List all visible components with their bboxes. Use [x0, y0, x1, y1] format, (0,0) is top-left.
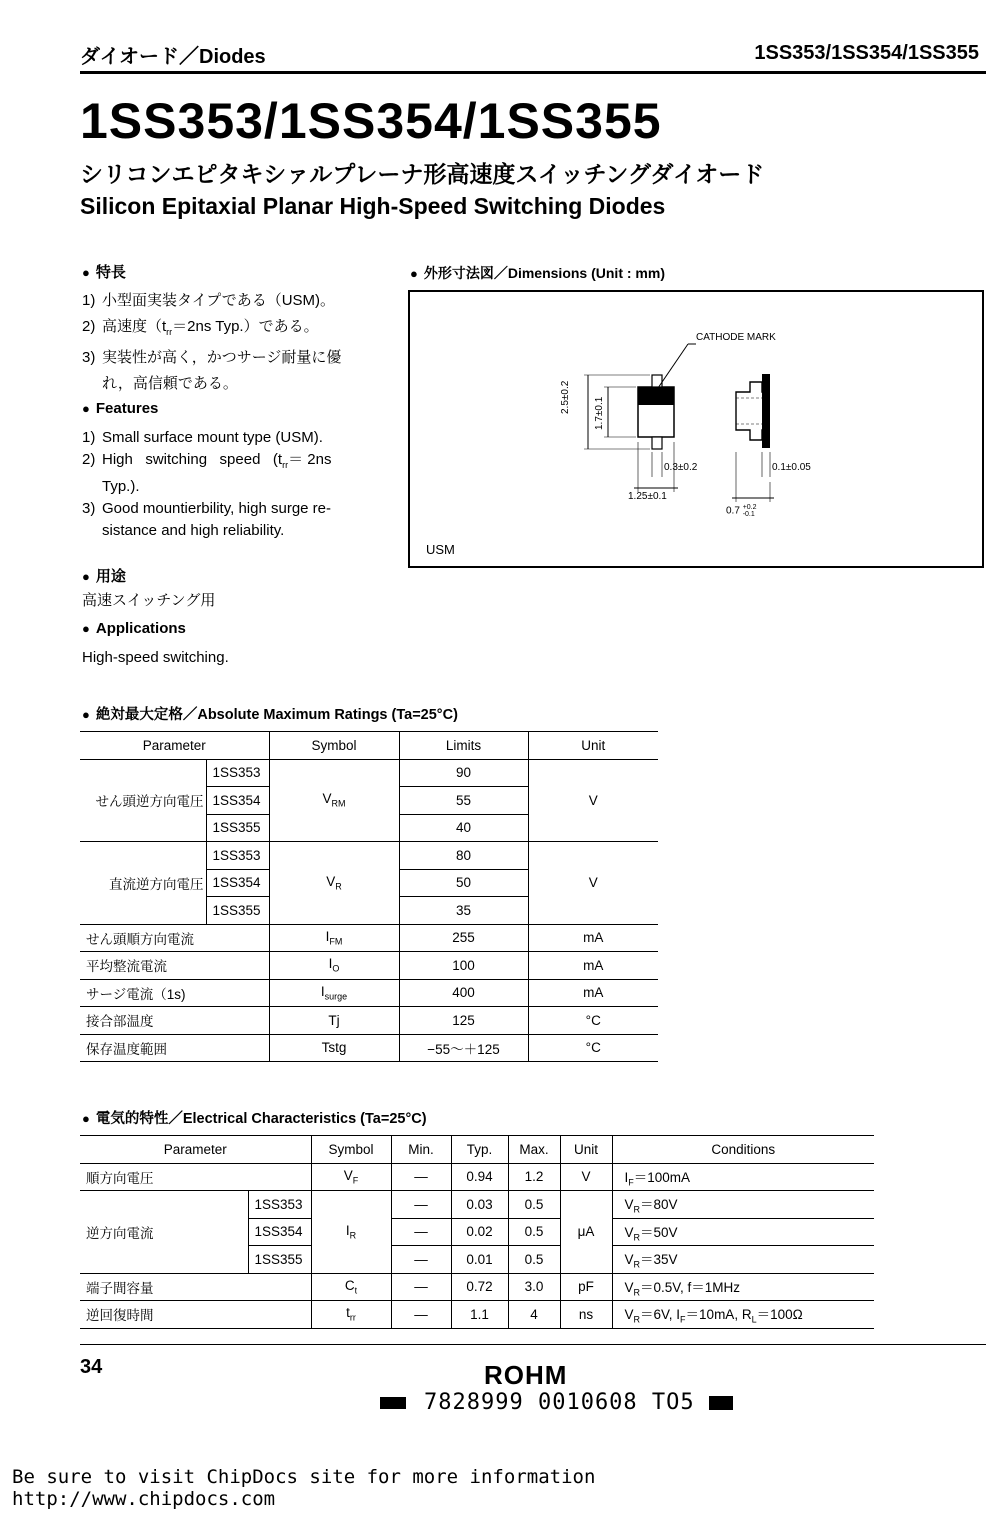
dim-label-1-25: 1.25±0.1 — [628, 491, 667, 502]
dim-label-0-7: 0.7 +0.2 -0.1 — [726, 504, 757, 518]
list-item: 3) Good mountierbility, high surge re- — [82, 500, 331, 517]
features-en-list — [82, 427, 382, 542]
table-row: 直流逆方向電圧 1SS353 $V_R$ 80 V — [80, 842, 658, 870]
list-item: 2) 高速度（$t_{rr}=2ns$ Typ.）である。 — [82, 318, 319, 337]
list-item: sistance and high reliability. — [102, 522, 285, 539]
package-name: USM — [426, 542, 455, 557]
bullet-icon: ● — [410, 266, 418, 281]
bullet-icon: ● — [82, 1111, 90, 1126]
list-item: 3) 実装性が高く，かつサージ耐量に優 — [82, 349, 342, 366]
dimensions-heading: ● 外形寸法図／Dimensions (Unit : mm) — [410, 265, 665, 281]
dim-label-1-7: 1.7±0.1 — [594, 396, 605, 430]
dim-label-2-5: 2.5±0.2 — [560, 380, 571, 414]
dimensions-drawing-box — [408, 290, 984, 568]
table-row: 接合部温度 Tj 125 °C — [80, 1007, 658, 1035]
barcode-block-left — [380, 1397, 406, 1409]
features-en-heading: ● Features — [82, 400, 159, 417]
features-jp-list — [82, 288, 382, 397]
bullet-icon: ● — [82, 569, 90, 584]
applications-jp-heading: ● 用途 — [82, 568, 126, 585]
chipdocs-note: Be sure to visit ChipDocs site for more information — [12, 1466, 596, 1488]
bullet-icon: ● — [82, 621, 90, 636]
features-jp-heading: ● 特長 — [82, 264, 126, 281]
table-row: せん頭逆方向電圧 1SS353 $V_{RM}$ 90 V — [80, 759, 658, 787]
cathode-mark-label: CATHODE MARK — [696, 332, 776, 343]
applications-jp-text: 高速スイッチング用 — [82, 592, 216, 609]
table-header-row: Parameter Symbol Limits Unit — [80, 732, 658, 760]
rohm-logo: ROHM — [484, 1360, 568, 1390]
table-row: 1SS355 — 0.01 0.5 $V_R=35V$ — [80, 1246, 874, 1274]
elec-char-table — [80, 1135, 874, 1329]
subtitle-japanese: シリコンエピタキシァルプレーナ形高速度スイッチングダイオード — [80, 161, 765, 187]
table-row: 1SS355 40 — [80, 814, 658, 842]
lead-bottom — [652, 437, 662, 449]
subtitle-english: Silicon Epitaxial Planar High-Speed Switching Diodes — [80, 193, 666, 219]
list-item: れ，高信頼である。 — [102, 375, 238, 392]
list-item: 1) Small surface mount type (USM). — [82, 429, 323, 446]
barcode-line: 7828999 0010608 TO5 — [380, 1390, 733, 1415]
table-row: せん頭順方向電流 $I_{FM}$ 255 mA — [80, 924, 658, 952]
dim-label-0-1: 0.1±0.05 — [772, 462, 811, 473]
footer-rule — [80, 1344, 986, 1345]
side-lead — [762, 374, 770, 448]
bullet-icon: ● — [82, 265, 90, 280]
table-row: 平均整流電流 $I_O$ 100 mA — [80, 952, 658, 980]
barcode-block-right — [709, 1396, 733, 1410]
table-row: 順方向電圧 $V_F$ — 0.94 1.2 V $I_F=100mA$ — [80, 1163, 874, 1191]
table-row: 逆回復時間 $t_{rr}$ — 1.1 4 ns $V_R=6V$, $I_F=10mA$, $R_L=100\Omega$ — [80, 1301, 874, 1329]
applications-en-heading: ● Applications — [82, 620, 186, 637]
page-number: 34 — [80, 1356, 103, 1378]
bullet-icon: ● — [82, 401, 90, 416]
elec-char-heading: ● 電気的特性／Electrical Characteristics (Ta=25°C) — [82, 1111, 427, 1127]
list-item: 2) High switching speed ($t_{rr}= 2ns$ — [82, 451, 332, 470]
table-row: 逆方向電流 1SS353 $I_R$ — 0.03 0.5 μA $V_R=80V$ — [80, 1191, 874, 1219]
header-rule — [80, 71, 986, 74]
abs-max-table — [80, 731, 658, 1062]
list-item: 1) 小型面実装タイプである（USM)。 — [82, 292, 336, 309]
table-row: 1SS355 35 — [80, 897, 658, 925]
header-part-numbers: 1SS353/1SS354/1SS355 — [754, 42, 979, 64]
table-row: 1SS354 — 0.02 0.5 $V_R=50V$ — [80, 1218, 874, 1246]
table-row: 端子間容量 $C_t$ — 0.72 3.0 pF $V_R=0.5V$, f＝1MHz — [80, 1273, 874, 1301]
dim-label-0-3: 0.3±0.2 — [664, 462, 698, 473]
cathode-band — [638, 387, 674, 405]
abs-max-heading: ● 絶対最大定格／Absolute Maximum Ratings (Ta=25°C) — [82, 707, 458, 723]
table-row: 保存温度範囲 Tstg −55～＋125 °C — [80, 1034, 658, 1062]
table-row: 1SS354 50 — [80, 869, 658, 897]
list-item: Typ.). — [102, 478, 140, 495]
header-category: ダイオード／Diodes — [80, 46, 266, 68]
table-header-row: Parameter Symbol Min. Typ. Max. Unit Conditions — [80, 1136, 874, 1164]
page-title: 1SS353/1SS354/1SS355 — [80, 93, 662, 149]
bullet-icon: ● — [82, 707, 90, 722]
chipdocs-url[interactable]: http://www.chipdocs.com — [12, 1488, 276, 1510]
applications-en-text: High-speed switching. — [82, 649, 229, 666]
table-row: 1SS354 55 — [80, 787, 658, 815]
table-row: サージ電流（1s) $I_{surge}$ 400 mA — [80, 979, 658, 1007]
